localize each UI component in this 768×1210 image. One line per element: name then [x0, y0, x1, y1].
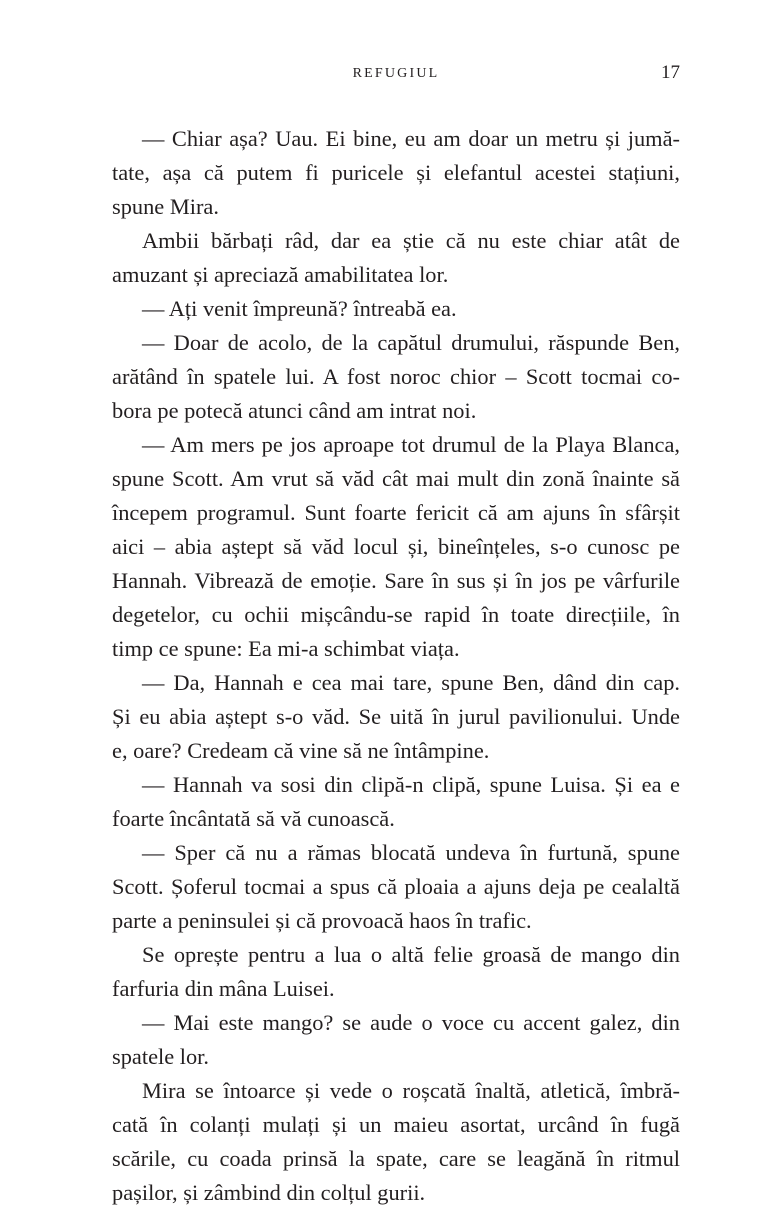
text-line: spune Mira.: [112, 194, 219, 219]
text-line: — Doar de acolo, de la capătul drumului, răspunde Ben,: [142, 330, 680, 355]
text-line: Mira se întoarce și vede o roșcată înaltă, atletică, îmbră-: [142, 1078, 680, 1103]
text-line: cată în colanți mulați și un maieu asortat, urcând în fugă: [112, 1112, 680, 1137]
text-line: — Sper că nu a rămas blocată undeva în furtună, spune: [142, 840, 680, 865]
running-head: [112, 62, 680, 90]
text-line: farfuria din mâna Luisei.: [112, 976, 335, 1001]
text-line: scările, cu coada prinsă la spate, care se leagănă în ritmul: [112, 1146, 680, 1171]
text-line: Hannah. Vibrează de emoție. Sare în sus și în jos pe vârfurile: [112, 568, 680, 593]
text-line: arătând în spatele lui. A fost noroc chior – Scott tocmai co-: [112, 364, 680, 389]
text-line: foarte încântată să vă cunoască.: [112, 806, 395, 831]
text-line: aici – abia aștept să văd locul și, bineînțeles, s-o cunosc pe: [112, 534, 680, 559]
text-line: parte a peninsulei și că provoacă haos în trafic.: [112, 908, 532, 933]
text-line: — Da, Hannah e cea mai tare, spune Ben, dând din cap.: [142, 670, 680, 695]
text-line: — Hannah va sosi din clipă-n clipă, spune Luisa. Și ea e: [142, 772, 680, 797]
text-line: bora pe potecă atunci când am intrat noi.: [112, 398, 477, 423]
text-line: — Ați venit împreună? întreabă ea.: [142, 296, 457, 321]
text-line: începem programul. Sunt foarte fericit că am ajuns în sfârșit: [112, 500, 680, 525]
text-line: — Mai este mango? se aude o voce cu accent galez, din: [142, 1010, 680, 1035]
text-line: degetelor, cu ochii mișcându-se rapid în toate direcțiile, în: [112, 602, 680, 627]
text-line: pașilor, și zâmbind din colțul gurii.: [112, 1180, 426, 1205]
text-line: spatele lor.: [112, 1044, 209, 1069]
text-line: Se oprește pentru a lua o altă felie groasă de mango din: [142, 942, 680, 967]
text-line: — Chiar așa? Uau. Ei bine, eu am doar un metru și jumă-: [142, 126, 680, 151]
text-line: amuzant și apreciază amabilitatea lor.: [112, 262, 449, 287]
text-line: timp ce spune: Ea mi-a schimbat viața.: [112, 636, 460, 661]
body-text: [112, 122, 680, 1210]
text-line: spune Scott. Am vrut să văd cât mai mult din zonă înainte să: [112, 466, 680, 491]
text-line: Și eu abia aștept s-o văd. Se uită în jurul pavilionului. Unde: [112, 704, 680, 729]
page-number: 17: [661, 62, 680, 83]
text-line: Ambii bărbați râd, dar ea știe că nu este chiar atât de: [142, 228, 680, 253]
text-line: tate, așa că putem fi puricele și elefantul acestei stațiuni,: [112, 160, 680, 185]
text-line: e, oare? Credeam că vine să ne întâmpine.: [112, 738, 490, 763]
text-line: Scott. Șoferul tocmai a spus că ploaia a ajuns deja pe cealaltă: [112, 874, 680, 899]
running-title: REFUGIUL: [352, 66, 440, 81]
text-line: — Am mers pe jos aproape tot drumul de la Playa Blanca,: [142, 432, 680, 457]
